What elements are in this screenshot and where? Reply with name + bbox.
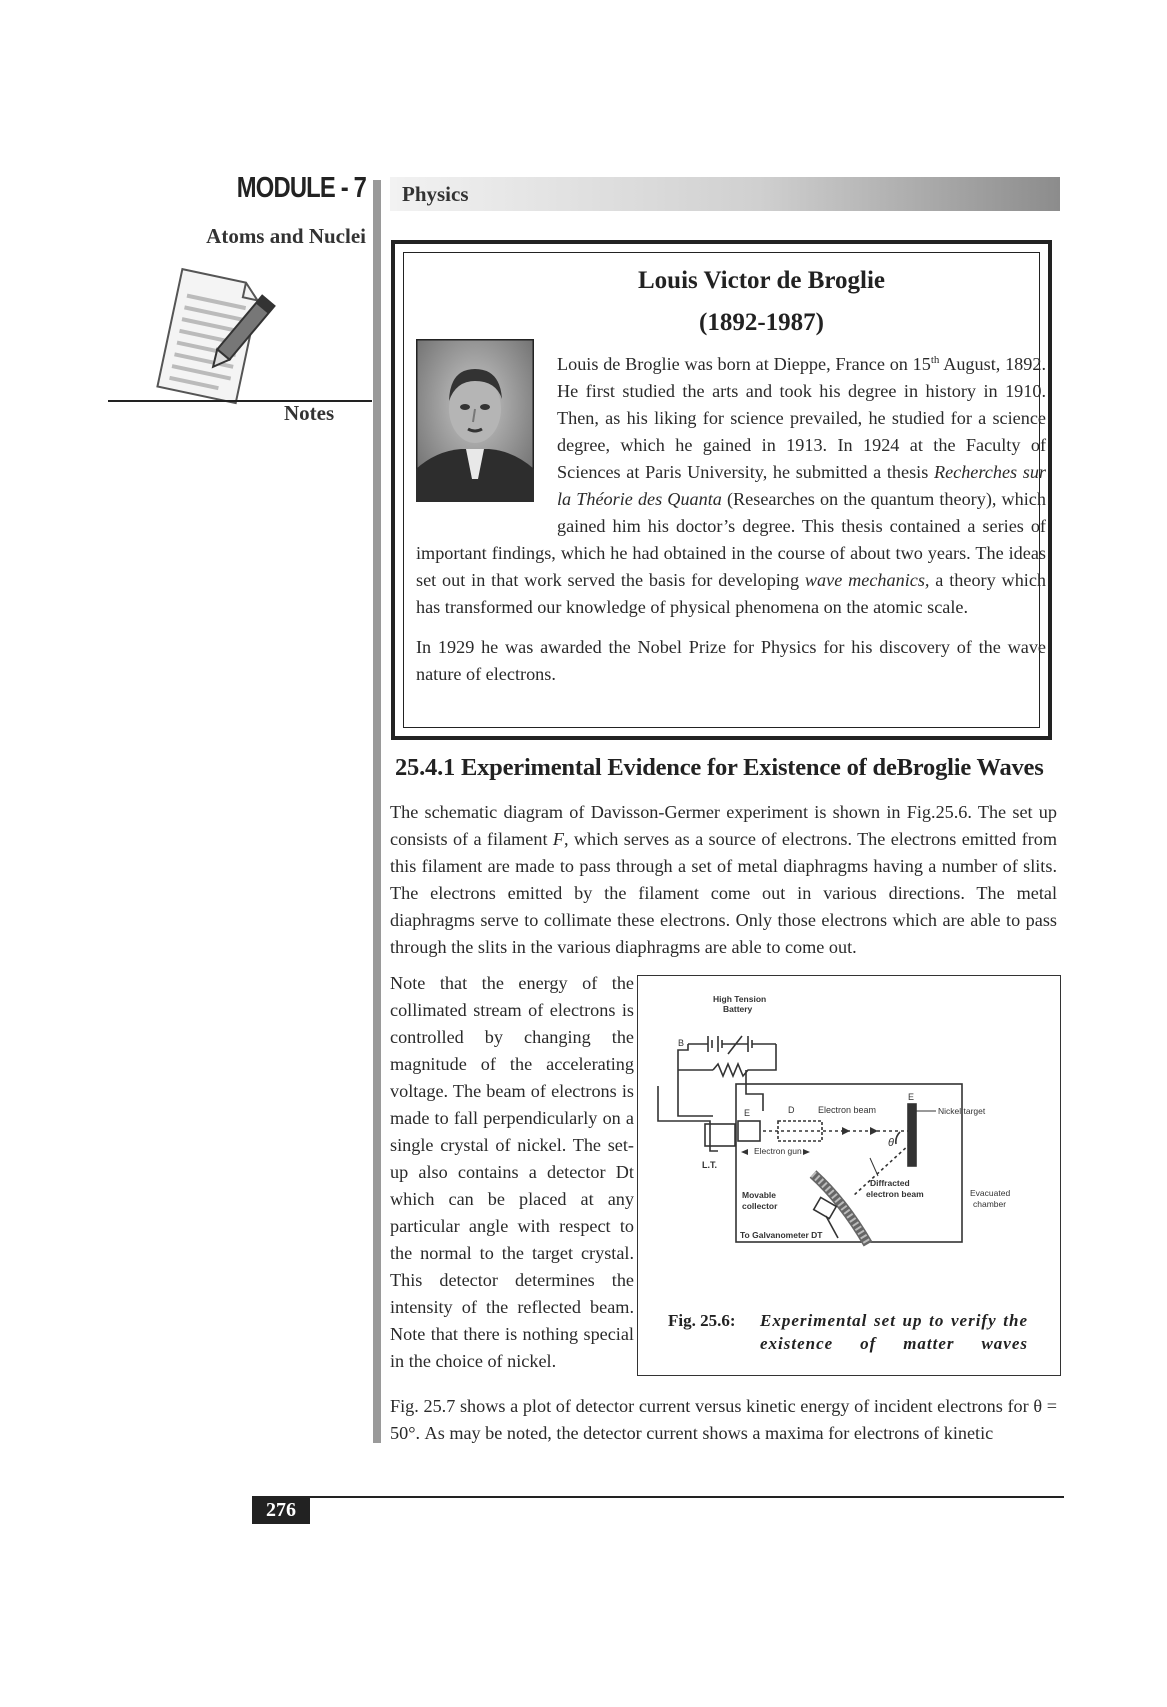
body-paragraph-1: The schematic diagram of Davisson-Germer experiment is shown in Fig.25.6. The set up consists of a filament F, which serves as a source of electrons. The electrons emitted from this filament are made to pass through a set of metal diaphragms having a number of slits. The electrons emitted by the filament come out in various directions. The metal diaphragms serve to collimate these electrons. Only those electrons which are able to pass through the slits in the various diaphragms are able to come out.: [390, 802, 1057, 957]
biography-text: [416, 347, 1046, 688]
label-b: B: [678, 1038, 685, 1048]
notes-label: Notes: [284, 401, 335, 425]
label-electron-gun: Electron gun: [754, 1146, 802, 1156]
label-galvanometer: To Galvanometer DT: [740, 1230, 823, 1240]
body-paragraph-3: Fig. 25.7 shows a plot of detector current versus kinetic energy of incident electrons for θ = 50°. As may be noted, the detector current shows a maxima for electrons of kinetic: [390, 1396, 1057, 1443]
footer-rule: [252, 1496, 1064, 1498]
module-title: MODULE - 7: [236, 172, 366, 204]
biography-paragraph-1: Louis de Broglie was born at Dieppe, France on 15th August, 1892. He first studied the arts and took his degree in history in 1910. Then, as his liking for science prevailed, he studied for a science degree, which he gained in 1913. In 1924 at the Faculty of Sciences at Paris University, he submitted a thesis Recherches sur la Théorie des Quanta (Researches on the quantum theory), which gained him his doctor’s degree. This thesis contained a series of important findings, which he had obtained in the course of about two years. The ideas set out in that work served the basis for developing wave mechanics, a theory which has transformed our knowledge of physical phenomena on the atomic scale.: [416, 354, 1047, 618]
label-evacuated-1: Evacuated: [970, 1188, 1011, 1198]
label-e-left: E: [744, 1108, 751, 1118]
label-theta: θ: [888, 1137, 894, 1149]
figure-25-6: [637, 975, 1061, 1376]
label-electron-beam: Electron beam: [818, 1105, 877, 1115]
subject-header: [390, 177, 1060, 211]
margin-divider: [373, 180, 381, 1443]
module-subtitle: Atoms and Nuclei: [206, 224, 366, 248]
biography-years: (1892-1987): [699, 309, 824, 336]
label-battery-1: High Tension: [713, 994, 767, 1004]
label-nickel-target: Nickel target: [938, 1106, 986, 1116]
section-heading: 25.4.1 Experimental Evidence for Existence of deBroglie Waves: [395, 754, 1044, 781]
thesis-title: Recherches sur la Théorie des Quanta: [557, 462, 1047, 510]
biography-box: [391, 240, 1052, 740]
figure-title: Experimental set up to verify the existence of matter waves: [760, 1311, 1028, 1353]
body-paragraph-2: Note that the energy of the collimated stream of electrons is controlled by changing the magnitude of the accelerating voltage. The beam of electrons is made to fall perpendicularly on a single crystal of nickel. The set-up also contains a detector Dt which can be placed at any particular angle with respect to the normal to the target crystal. This detector determines the intensity of the reflected beam. Note that there is nothing special in the choice of nickel.: [390, 973, 634, 1371]
label-battery-2: Battery: [723, 1004, 753, 1014]
subject-label: Physics: [402, 182, 469, 206]
label-e-right: E: [908, 1092, 915, 1102]
figure-label: Fig. 25.6:: [668, 1311, 736, 1330]
notes-paper-pencil-icon: [138, 266, 288, 416]
wave-mechanics-term: wave mechanics,: [804, 570, 930, 591]
biography-paragraph-2: In 1929 he was awarded the Nobel Prize for Physics for his discovery of the wave nature of electrons.: [416, 637, 1046, 685]
label-lt: L.T.: [702, 1160, 717, 1170]
label-movable-2: collector: [742, 1201, 778, 1211]
label-d: D: [788, 1105, 795, 1115]
label-movable-1: Movable: [742, 1190, 777, 1200]
biography-name: Louis Victor de Broglie: [638, 267, 885, 294]
label-evacuated-2: chamber: [973, 1199, 1007, 1209]
biography-inner: [403, 252, 1047, 728]
label-diffracted-1: Diffracted: [870, 1178, 910, 1188]
page-number: 276: [252, 1497, 310, 1524]
label-diffracted-2: electron beam: [866, 1189, 924, 1199]
davisson-germer-diagram: [638, 976, 1060, 1276]
